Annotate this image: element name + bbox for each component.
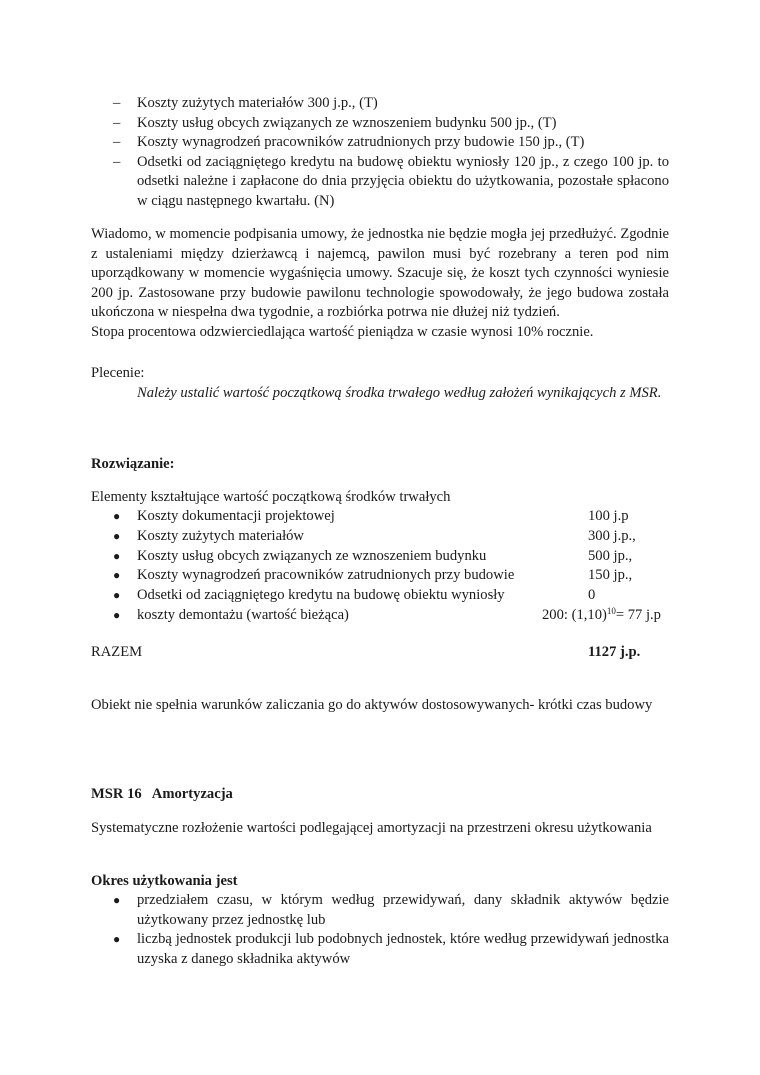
cost-item-label: Koszty wynagrodzeń pracowników zatrudnionych przy budowie <box>137 567 515 584</box>
cost-item-value: 300 j.p., <box>588 527 636 544</box>
list-item-text: Koszty wynagrodzeń pracowników zatrudnionych przy budowie 150 jp., (T) <box>137 134 585 150</box>
cost-items-list <box>91 507 669 626</box>
list-item: ● liczbą jednostek produkcji lub podobnych jednostek, które według przewidywań jednostka uzyska z danego składnika aktywów <box>113 931 669 967</box>
rate-line: Stopa procentowa odzwierciedlająca wartość pieniądza w czasie wynosi 10% rocznie. <box>91 323 594 340</box>
cost-item-value: 500 jp., <box>588 547 633 564</box>
cost-item-label: Koszty dokumentacji projektowej <box>137 508 335 524</box>
list-item: ● przedziałem czasu, w którym według przewidywań, dany składnik aktywów będzie użytkowany przez jednostkę lub <box>113 892 669 928</box>
cost-item-label: Koszty zużytych materiałów <box>137 527 304 544</box>
cost-item: ● Koszty dokumentacji projektowej 100 j.p <box>91 507 669 527</box>
discount-exponent: 10 <box>606 605 616 616</box>
task-label: Plecenie: <box>91 365 145 381</box>
total-row <box>91 643 669 663</box>
list-item: – Koszty usług obcych związanych ze wznoszeniem budynku 500 jp., (T) <box>113 114 557 131</box>
context-paragraph: Wiadomo, w momencie podpisania umowy, że jednostka nie będzie mogła jej przedłużyć. Zgodnie z ustaleniami między dzierżawcą i najemcą, pawilon musi być rozebrany a teren pod nim uporządkowany w momencie wygaśnięcia umowy. Szacuje się, że koszt tych czynności wyniesie 200 jp. Zastosowane przy budowie pawilonu technologie spowodowały, że jego budowa została ukończona w niespełna dwa tygodnie, a rozbiórka potrwa nie dłużej niż tydzień. <box>91 226 669 320</box>
useful-life-list <box>91 891 669 969</box>
cost-item-label: Odsetki od zaciągniętego kredytu na budowę obiektu wyniosły <box>137 587 505 604</box>
intro-list <box>91 94 669 211</box>
total-label: RAZEM <box>91 644 143 660</box>
useful-life-heading: Okres użytkowania jest <box>91 873 238 889</box>
list-item-text: Koszty usług obcych związanych ze wznoszeniem budynku 500 jp., (T) <box>137 114 557 131</box>
list-item-text: Odsetki od zaciągniętego kredytu na budowę obiektu wyniosły 120 jp., z czego 100 jp. to odsetki należne i zapłacone do dnia przyjęcia obiektu do użytkowania, pozostałe spłacono w ciągu następnego kwartału. (N) <box>137 153 669 209</box>
list-item: – Koszty zużytych materiałów 300 j.p., (T) <box>113 95 378 111</box>
task-text: Należy ustalić wartość początkową środka trwałego według założeń wynikających z MSR. <box>137 384 662 401</box>
cost-item-label: koszty demontażu (wartość bieżąca) <box>137 606 349 623</box>
cost-item: ● koszty demontażu (wartość bieżąca) 200: $(1,10)^{10}= 77$ j.p <box>91 606 669 626</box>
discount-result: = 77 j.p <box>615 606 661 623</box>
cost-item-value: 0 <box>588 587 596 604</box>
cost-item-value: 100 j.p <box>588 508 629 524</box>
cost-item: ● Koszty wynagrodzeń pracowników zatrudnionych przy budowie 150 jp., <box>91 566 669 586</box>
list-item-text: przedziałem czasu, w którym według przewidywań, dany składnik aktywów będzie użytkowany przez jednostkę lub <box>137 892 669 928</box>
cost-item-label: Koszty usług obcych związanych ze wznoszeniem budynku <box>137 547 487 564</box>
cost-item: ● Koszty zużytych materiałów 300 j.p., <box>91 527 669 547</box>
elements-intro: Elementy kształtujące wartość początkową środków trwałych <box>91 489 451 505</box>
section-heading: MSR 16 Amortyzacja <box>91 786 233 802</box>
definition: Systematyczne rozłożenie wartości podlegającej amortyzacji na przestrzeni okresu użytkowania <box>91 820 652 836</box>
task-block <box>91 364 669 403</box>
discount-formula: 200: (1,10) <box>542 606 607 623</box>
list-item: – Odsetki od zaciągniętego kredytu na budowę obiektu wyniosły 120 jp., z czego 100 jp. to odsetki należne i zapłacone do dnia przyjęcia obiektu do użytkowania, pozostałe spłacono w ciągu następnego kwartału. (N) <box>113 153 669 209</box>
cost-item-value: 150 jp., <box>588 567 633 584</box>
conclusion: Obiekt nie spełnia warunków zaliczania go do aktywów dostosowywanych- krótki czas budowy <box>91 697 653 713</box>
cost-item-value <box>542 606 661 626</box>
cost-item: ● Odsetki od zaciągniętego kredytu na budowę obiektu wyniosły 0 <box>91 586 669 606</box>
total-value: 1127 j.p. <box>588 644 641 660</box>
cost-item: ● Koszty usług obcych związanych ze wznoszeniem budynku 500 jp., <box>91 547 669 567</box>
list-item-text: Koszty zużytych materiałów 300 j.p., (T) <box>137 95 378 111</box>
list-item: – Koszty wynagrodzeń pracowników zatrudnionych przy budowie 150 jp., (T) <box>113 134 585 150</box>
solution-heading: Rozwiązanie: <box>91 456 175 472</box>
context-block <box>91 225 669 342</box>
list-item-text: liczbą jednostek produkcji lub podobnych jednostek, które według przewidywań jednostka uzyska z danego składnika aktywów <box>137 931 669 967</box>
